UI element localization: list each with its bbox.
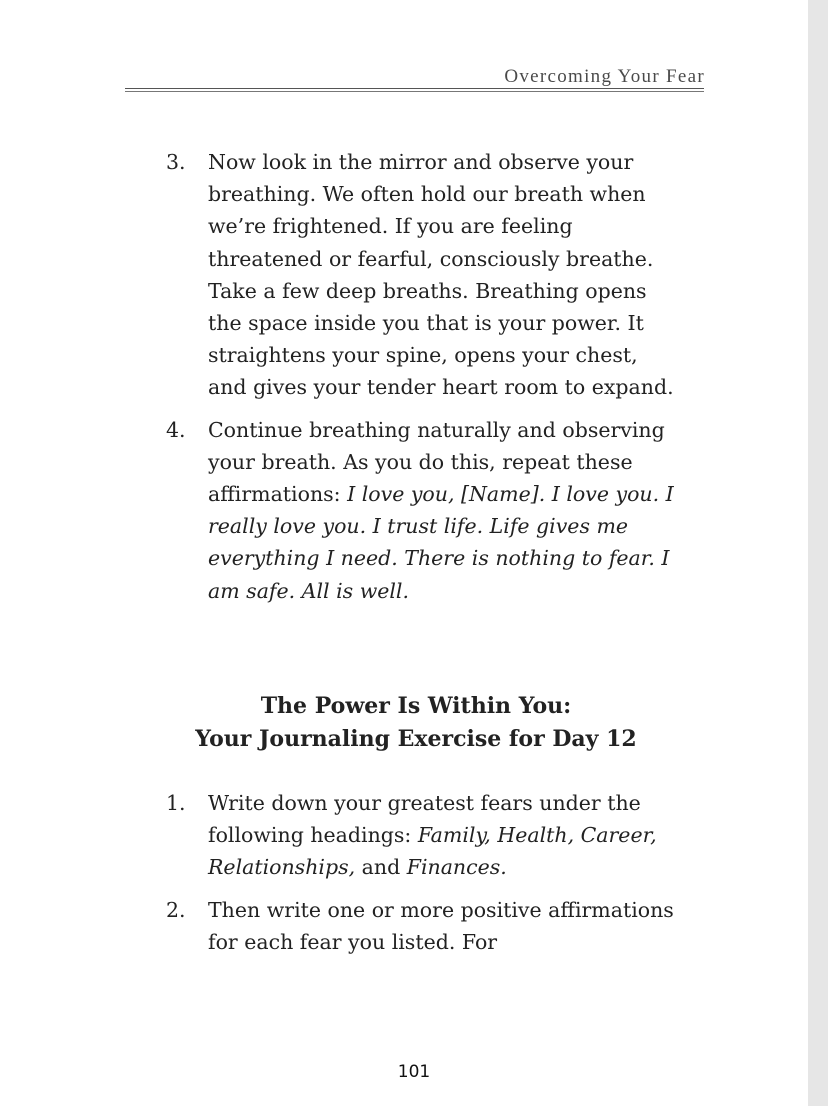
list-item-number: 4. bbox=[166, 417, 186, 442]
list-item bbox=[166, 894, 676, 958]
headings-italic-last: Finances. bbox=[406, 855, 507, 880]
list-item-text bbox=[208, 414, 676, 607]
list-item-text bbox=[208, 787, 676, 884]
page-edge-strip bbox=[808, 0, 828, 1106]
section-title-line2: Your Journaling Exercise for Day 12 bbox=[195, 725, 637, 752]
section-title-line1: The Power Is Within You: bbox=[260, 693, 572, 719]
exercise-list-continued bbox=[166, 146, 676, 617]
list-item-number: 3. bbox=[166, 150, 186, 174]
running-head: Overcoming Your Fear bbox=[504, 66, 705, 87]
list-item-text-joiner: and bbox=[355, 855, 407, 880]
section-heading bbox=[166, 690, 666, 755]
list-item-number: 1. bbox=[166, 791, 186, 815]
list-item-text: Now look in the mirror and observe your breathing. We often hold our breath when we’re frightened. If you are feeling threatened or fearful, consciously breathe. Take a few deep breaths. Breathing opens the space inside you that is your power. It straightens your spine, opens your chest, and gives your tender heart room to expand. bbox=[208, 150, 674, 400]
list-item bbox=[166, 414, 676, 607]
list-item-text: Then write one or more positive affirmations for each fear you listed. For bbox=[208, 897, 674, 954]
affirmations-italic: I love you, [Name]. I love you. I really love you. I trust life. Life gives me everything I need. There is nothing to fear. I am safe. All is well. bbox=[208, 482, 674, 603]
headings-italic: Family, Health, Career, Relationships, bbox=[208, 823, 657, 880]
page-number: 101 bbox=[397, 1062, 431, 1082]
list-item-text-plain: Continue breathing naturally and observing your breath. As you do this, repeat these affirmations: bbox=[208, 417, 665, 507]
journaling-exercise-list bbox=[166, 787, 676, 968]
list-item bbox=[166, 146, 676, 404]
list-item-number: 2. bbox=[166, 897, 186, 922]
header-rule bbox=[125, 88, 704, 89]
header-rule-secondary bbox=[125, 91, 704, 92]
list-item bbox=[166, 787, 676, 884]
list-item-text-plain: Write down your greatest fears under the following headings: bbox=[208, 791, 641, 848]
